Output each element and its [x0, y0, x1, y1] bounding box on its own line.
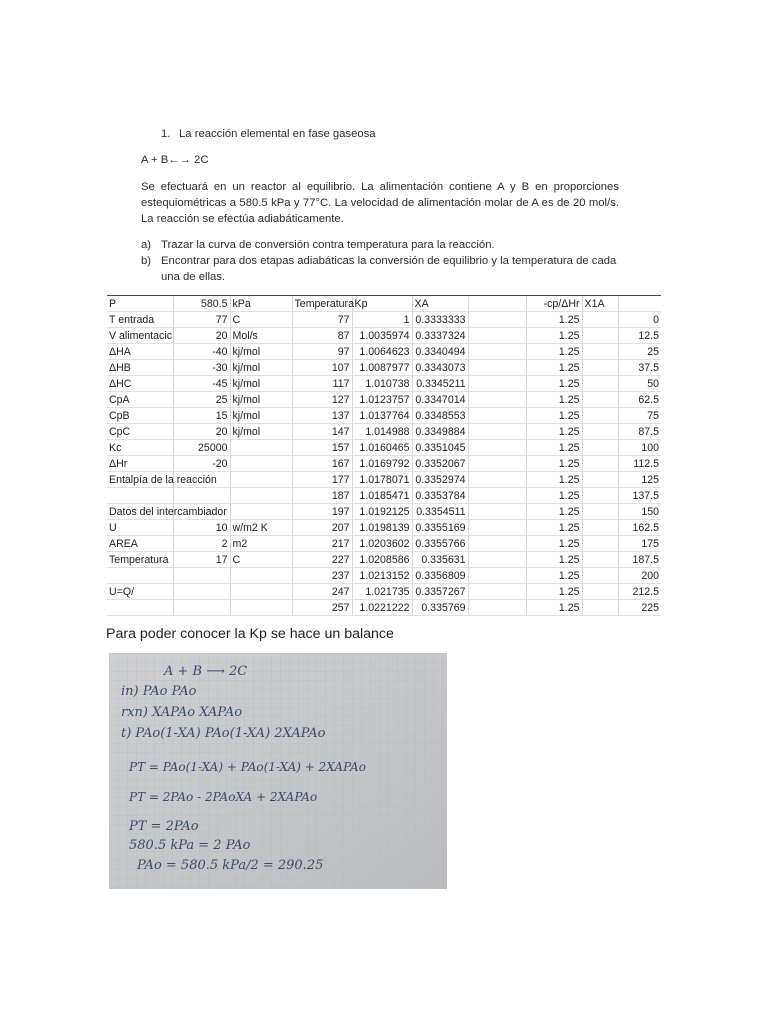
table-cell: 1.25: [526, 424, 582, 440]
problem-title: [161, 126, 619, 142]
table-cell: Datos del intercambiador: [109, 505, 227, 518]
table-cell: 1.010738: [352, 376, 412, 392]
table-cell: 1.25: [526, 584, 582, 600]
table-cell: 0.3354511: [412, 504, 468, 520]
table-cell: [582, 344, 618, 360]
table-cell: 580.5: [173, 296, 230, 312]
table-cell: 0.3340494: [412, 344, 468, 360]
table-cell: 187.5: [618, 552, 661, 568]
table-cell: 0.3355169: [412, 520, 468, 536]
spreadsheet-table: [107, 295, 661, 616]
table-cell: 20: [173, 424, 230, 440]
table-cell: 17: [173, 552, 230, 568]
table-cell: 0.3343073: [412, 360, 468, 376]
table-cell: 15: [173, 408, 230, 424]
table-row: [107, 488, 661, 504]
table-cell: [230, 488, 292, 504]
table-row: [107, 536, 661, 552]
hw-line-1: A + B ⟶ 2C: [164, 664, 248, 679]
table-cell: w/m2 K: [230, 520, 292, 536]
table-cell: [230, 440, 292, 456]
table-cell: 162.5: [618, 520, 661, 536]
table-cell: 177: [292, 472, 352, 488]
table-cell: 0.3353784: [412, 488, 468, 504]
reaction-equation: A + B←→ 2C: [141, 154, 209, 166]
table-cell: 237: [292, 568, 352, 584]
table-cell: 1.25: [526, 408, 582, 424]
table-cell: 247: [292, 584, 352, 600]
hw-line-5: PT = PAo(1-XA) + PAo(1-XA) + 2XAPAo: [129, 760, 366, 774]
task-item: [141, 237, 619, 253]
table-cell: ΔHr: [107, 456, 173, 472]
table-cell: m2: [230, 536, 292, 552]
table-row: [107, 504, 661, 520]
table-cell: 0.335769: [412, 600, 468, 616]
table-cell: 1.25: [526, 440, 582, 456]
table-cell: kj/mol: [230, 408, 292, 424]
table-cell: [582, 376, 618, 392]
problem-paragraph: Se efectuará en un reactor al equilibrio. La alimentación contiene A y B en proporciones estequiométricas a 580.5 kPa y 77°C. La velocidad de alimentación molar de A es de 20 mol/s. La reacción se efectúa adiabáticamente.: [141, 181, 619, 225]
hw-line-3: rxn) XAPAo XAPAo: [121, 705, 243, 720]
table-cell: 1.25: [526, 392, 582, 408]
table-cell: 1.0192125: [352, 504, 412, 520]
table-cell: kj/mol: [230, 376, 292, 392]
table-cell: [468, 424, 526, 440]
table-cell: [582, 504, 618, 520]
table-cell: C: [230, 312, 292, 328]
table-cell: 1.25: [526, 568, 582, 584]
table-cell: [468, 376, 526, 392]
task-label: a): [141, 239, 152, 251]
table-cell: [468, 504, 526, 520]
table-cell: 1.0213152: [352, 568, 412, 584]
table-cell: 1.25: [526, 552, 582, 568]
table-cell: [618, 296, 661, 312]
table-cell: [468, 408, 526, 424]
table-row: [107, 328, 661, 344]
table-cell: [468, 296, 526, 312]
hw-line-7: PT = 2PAo: [129, 819, 199, 834]
table-cell: 1.0178071: [352, 472, 412, 488]
table-cell: 225: [618, 600, 661, 616]
table-cell: [468, 520, 526, 536]
table-cell: [582, 392, 618, 408]
table-cell: [230, 600, 292, 616]
table-cell: 112.5: [618, 456, 661, 472]
table-cell: [468, 488, 526, 504]
table-row: [107, 600, 661, 616]
table-cell: 157: [292, 440, 352, 456]
table-cell: U: [107, 520, 173, 536]
table-cell: 1.25: [526, 328, 582, 344]
table-row: [107, 376, 661, 392]
table-row: [107, 552, 661, 568]
table-cell: 12.5: [618, 328, 661, 344]
table-cell: 1.25: [526, 600, 582, 616]
table-cell: [230, 568, 292, 584]
table-cell: Kc: [107, 440, 173, 456]
table-cell: 0.3333333: [412, 312, 468, 328]
table-cell: 1.0203602: [352, 536, 412, 552]
table-cell: [582, 568, 618, 584]
table-row: [107, 440, 661, 456]
table-cell: 0.3356809: [412, 568, 468, 584]
table-cell: Mol/s: [230, 328, 292, 344]
table-cell: [230, 584, 292, 600]
table-cell: 1.0087977: [352, 360, 412, 376]
table-cell: P: [107, 296, 173, 312]
table-cell: 167: [292, 456, 352, 472]
table-cell: 25: [618, 344, 661, 360]
table-cell: kj/mol: [230, 424, 292, 440]
table-cell: 1.0198139: [352, 520, 412, 536]
table-cell: Kp: [352, 296, 412, 312]
table-cell: 197: [292, 504, 352, 520]
table-cell: 75: [618, 408, 661, 424]
table-cell: 1.25: [526, 376, 582, 392]
table-cell: [468, 392, 526, 408]
table-cell: [582, 440, 618, 456]
table-cell: 1.0169792: [352, 456, 412, 472]
table-cell: -30: [173, 360, 230, 376]
table-cell: XA: [412, 296, 468, 312]
table-cell: [230, 456, 292, 472]
table-cell: [468, 600, 526, 616]
table-cell: [582, 536, 618, 552]
table-cell: 62.5: [618, 392, 661, 408]
table-cell: 137.5: [618, 488, 661, 504]
table-cell: 50: [618, 376, 661, 392]
problem-statement: [141, 126, 619, 285]
table-cell: [468, 552, 526, 568]
table-cell: U=Q/: [107, 584, 173, 600]
table-cell: 37.5: [618, 360, 661, 376]
table-cell: V alimentacic: [109, 329, 172, 342]
hw-line-2: in) PAo PAo: [121, 684, 197, 699]
task-list: [141, 237, 619, 285]
table-cell: 150: [618, 504, 661, 520]
table-cell: [468, 360, 526, 376]
table-cell: 1.25: [526, 504, 582, 520]
table-cell: 0.3349884: [412, 424, 468, 440]
problem-number: 1.: [161, 128, 171, 140]
table-cell: 87.5: [618, 424, 661, 440]
table-row: [107, 568, 661, 584]
table-cell: CpC: [107, 424, 173, 440]
table-row: [107, 472, 661, 488]
table-cell: 0: [618, 312, 661, 328]
table-cell: T entrada: [107, 312, 173, 328]
table-cell: 1.021735: [352, 584, 412, 600]
table-cell: [582, 456, 618, 472]
task-label: b): [141, 255, 152, 267]
table-cell: 257: [292, 600, 352, 616]
table-cell: AREA: [107, 536, 173, 552]
table-cell: 2: [173, 536, 230, 552]
table-cell: 187: [292, 488, 352, 504]
table-cell: [173, 600, 230, 616]
table-cell: 200: [618, 568, 661, 584]
table-cell: [582, 312, 618, 328]
hw-line-4: t) PAo(1-XA) PAo(1-XA) 2XAPAo: [121, 726, 326, 741]
table-cell: CpB: [107, 408, 173, 424]
table-cell: 127: [292, 392, 352, 408]
table-cell: [582, 488, 618, 504]
table-cell: 1.0137764: [352, 408, 412, 424]
table-cell: [173, 584, 230, 600]
table-header-row: [107, 296, 661, 312]
table-cell: [468, 312, 526, 328]
table-row: [107, 424, 661, 440]
table-cell: 217: [292, 536, 352, 552]
table-cell: 1.25: [526, 472, 582, 488]
handwritten-notes-photo: [109, 653, 447, 889]
table-cell: 1: [352, 312, 412, 328]
table-cell: [173, 488, 230, 504]
table-cell: [468, 456, 526, 472]
table-row: [107, 456, 661, 472]
table-cell: 25: [173, 392, 230, 408]
table-cell: -cp/ΔHr: [526, 296, 582, 312]
table-cell: 1.25: [526, 312, 582, 328]
table-cell: [107, 488, 173, 504]
table-cell: 0.3348553: [412, 408, 468, 424]
table-cell: 227: [292, 552, 352, 568]
table-cell: [107, 600, 173, 616]
table-cell: 1.25: [526, 536, 582, 552]
table-cell: [468, 472, 526, 488]
table-cell: kPa: [230, 296, 292, 312]
table-cell: [230, 504, 292, 520]
problem-title-text: La reacción elemental en fase gaseosa: [179, 128, 376, 140]
table-row: [107, 392, 661, 408]
task-item: [141, 253, 619, 285]
table-cell: 1.0160465: [352, 440, 412, 456]
table-cell: [582, 328, 618, 344]
table-cell: [468, 584, 526, 600]
table-cell: 1.0185471: [352, 488, 412, 504]
table-cell: [468, 328, 526, 344]
table-cell: 20: [173, 328, 230, 344]
table-cell: [582, 360, 618, 376]
table-cell: 1.014988: [352, 424, 412, 440]
table-cell: 77: [292, 312, 352, 328]
table-cell: 25000: [173, 440, 230, 456]
table-cell: ΔHA: [107, 344, 173, 360]
table-cell: [468, 568, 526, 584]
table-cell: 0.3347014: [412, 392, 468, 408]
table-cell: 97: [292, 344, 352, 360]
task-text: Trazar la curva de conversión contra temperatura para la reacción.: [161, 239, 495, 251]
table-cell: [468, 440, 526, 456]
table-cell: 1.25: [526, 488, 582, 504]
table-cell: 147: [292, 424, 352, 440]
table-cell: [582, 408, 618, 424]
table-cell: [582, 584, 618, 600]
table-cell: -20: [173, 456, 230, 472]
table-cell: [582, 472, 618, 488]
table-cell: [173, 568, 230, 584]
table-cell: 0.3352067: [412, 456, 468, 472]
table-cell: [582, 600, 618, 616]
table-cell: [582, 424, 618, 440]
table-cell: 1.0064623: [352, 344, 412, 360]
table-cell: 1.0221222: [352, 600, 412, 616]
table-cell: 125: [618, 472, 661, 488]
table-row: [107, 408, 661, 424]
hw-line-6: PT = 2PAo - 2PAoXA + 2XAPAo: [129, 790, 318, 804]
table-cell: 0.3352974: [412, 472, 468, 488]
table-cell: 207: [292, 520, 352, 536]
table-row: [107, 312, 661, 328]
table-cell: C: [230, 552, 292, 568]
table-cell: [582, 520, 618, 536]
table-cell: 107: [292, 360, 352, 376]
table-cell: 175: [618, 536, 661, 552]
table-row: [107, 344, 661, 360]
table-cell: Entalpía de la reacción: [109, 473, 217, 486]
table-cell: 0.3355766: [412, 536, 468, 552]
table-cell: 1.25: [526, 344, 582, 360]
table-cell: 117: [292, 376, 352, 392]
table-cell: 212.5: [618, 584, 661, 600]
table-cell: 0.3337324: [412, 328, 468, 344]
task-text: Encontrar para dos etapas adiabáticas la conversión de equilibrio y la temperatura de cada una de ellas.: [161, 255, 617, 283]
hw-line-8: 580.5 kPa = 2 PAo: [129, 838, 251, 853]
table-cell: 0.3345211: [412, 376, 468, 392]
table-cell: 77: [173, 312, 230, 328]
table-cell: ΔHB: [107, 360, 173, 376]
table-cell: -40: [173, 344, 230, 360]
table-cell: 0.335631: [412, 552, 468, 568]
spreadsheet-body: [107, 296, 661, 616]
table-cell: Temperatura: [107, 552, 173, 568]
table-cell: 1.25: [526, 520, 582, 536]
table-cell: 10: [173, 520, 230, 536]
table-cell: kj/mol: [230, 360, 292, 376]
table-cell: X1A: [582, 296, 618, 312]
table-cell: 1.25: [526, 456, 582, 472]
table-cell: [468, 536, 526, 552]
table-cell: 1.0035974: [352, 328, 412, 344]
table-cell: Temperatura: [292, 296, 352, 312]
table-cell: CpA: [107, 392, 173, 408]
table-cell: kj/mol: [230, 392, 292, 408]
table-row: [107, 584, 661, 600]
table-row: [107, 520, 661, 536]
table-cell: [107, 568, 173, 584]
table-cell: 0.3357267: [412, 584, 468, 600]
table-cell: [468, 344, 526, 360]
caption-text: Para poder conocer la Kp se hace un balance: [106, 626, 394, 642]
table-cell: 1.0123757: [352, 392, 412, 408]
table-cell: 87: [292, 328, 352, 344]
table-cell: 100: [618, 440, 661, 456]
table-cell: -45: [173, 376, 230, 392]
table-cell: 0.3351045: [412, 440, 468, 456]
table-row: [107, 360, 661, 376]
table-cell: ΔHC: [107, 376, 173, 392]
table-cell: kj/mol: [230, 344, 292, 360]
hw-line-9: PAo = 580.5 kPa/2 = 290.25: [137, 858, 324, 873]
table-cell: 1.0208586: [352, 552, 412, 568]
table-cell: 137: [292, 408, 352, 424]
table-cell: [230, 472, 292, 488]
table-cell: 1.25: [526, 360, 582, 376]
table-cell: [582, 552, 618, 568]
